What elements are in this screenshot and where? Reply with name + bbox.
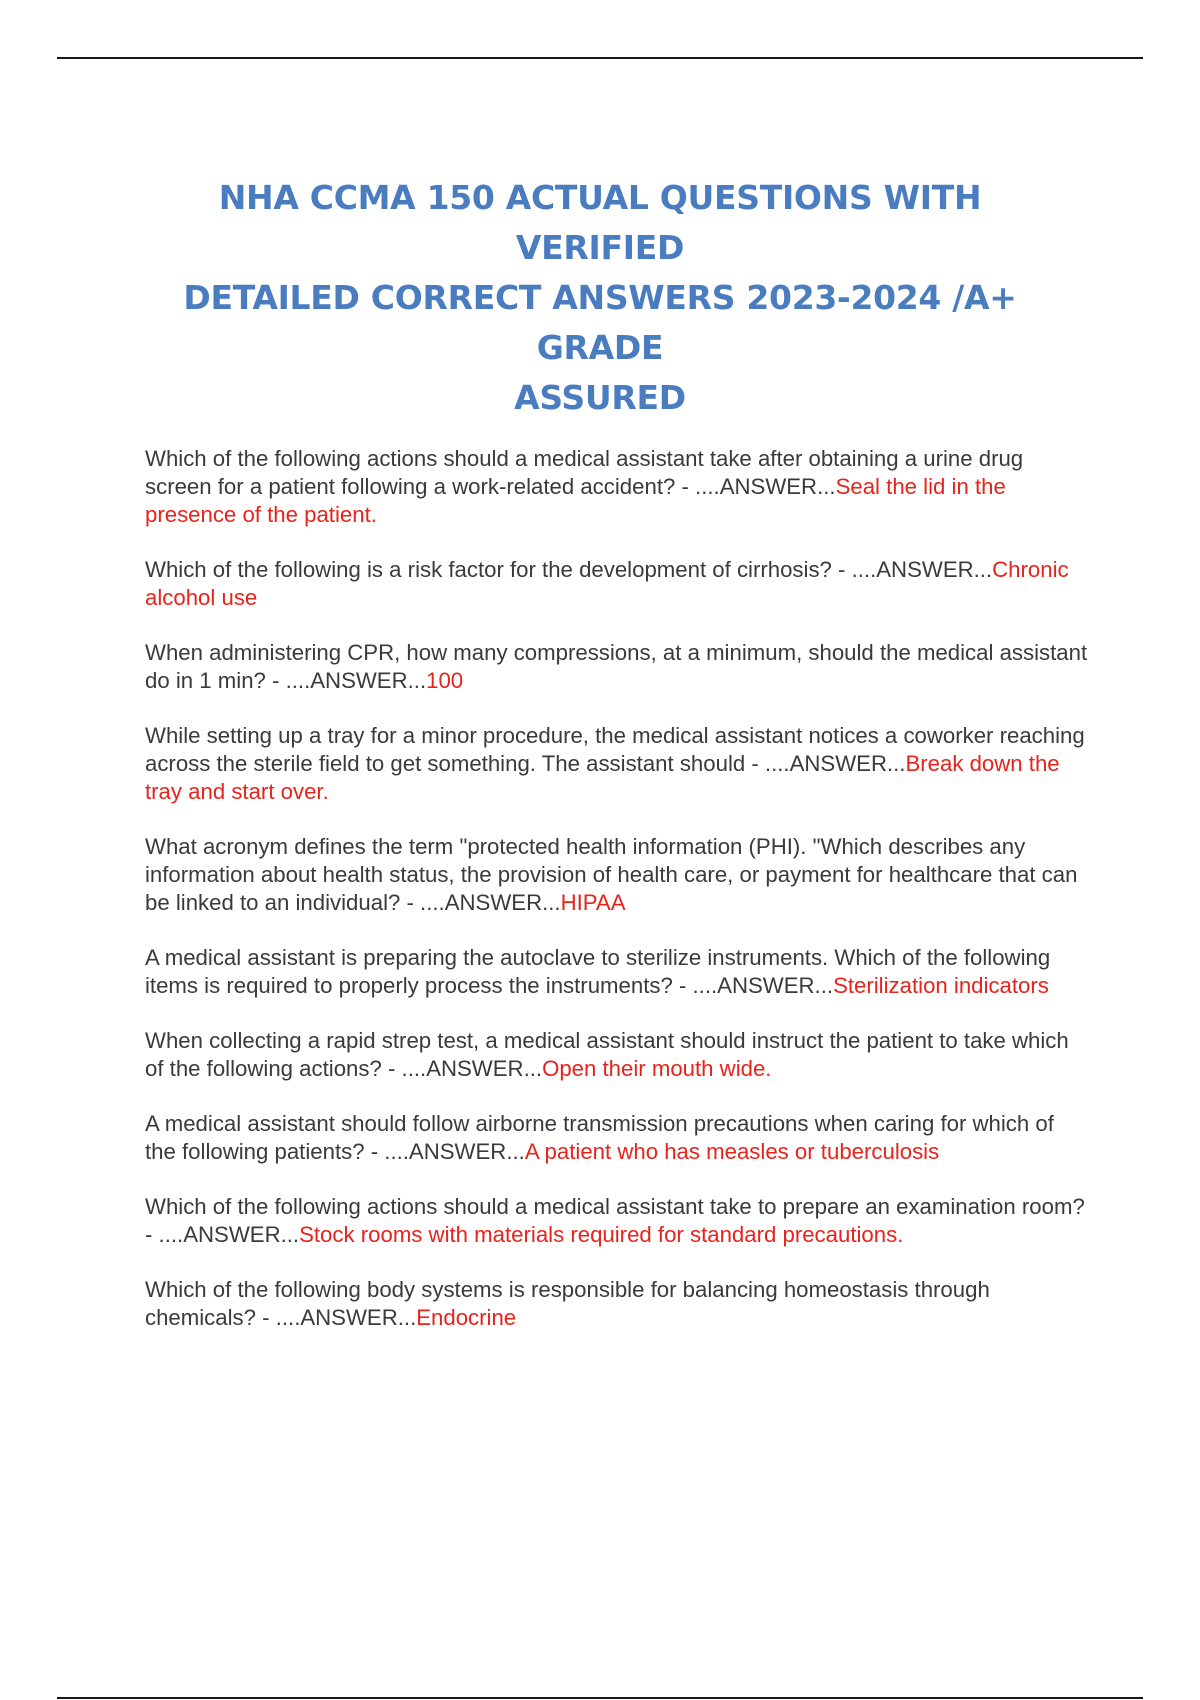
qa-item-6 <box>145 944 1090 1000</box>
answer-text: Break down the tray and start over. <box>145 751 1060 804</box>
answer-text: Sterilization indicators <box>833 973 1049 998</box>
question-text: When administering CPR, how many compressions, at a minimum, should the medical assistant do in 1 min? - ....ANSWER... <box>145 640 1088 693</box>
qa-item-4 <box>145 722 1090 806</box>
answer-text: 100 <box>426 668 464 693</box>
page-title <box>150 173 1050 423</box>
question-text: Which of the following actions should a medical assistant take to prepare an examination room? - ....ANSWER... <box>145 1194 1085 1247</box>
qa-item-2 <box>145 556 1090 612</box>
answer-text: HIPAA <box>560 890 626 915</box>
question-text: A medical assistant is preparing the autoclave to sterilize instruments. Which of the following items is required to properly process the instruments? - ....ANSWER... <box>145 945 1051 998</box>
answer-text: Seal the lid in the presence of the patient. <box>145 474 1006 527</box>
qa-item-7 <box>145 1027 1090 1083</box>
question-text: Which of the following actions should a medical assistant take after obtaining a urine drug screen for a patient following a work-related accident? - ....ANSWER... <box>145 446 1024 499</box>
question-text: A medical assistant should follow airborne transmission precautions when caring for which of the following patients? - ....ANSWER... <box>145 1111 1054 1164</box>
top-rule <box>57 57 1143 59</box>
answer-text: Endocrine <box>416 1305 517 1330</box>
title-line-2: DETAILED CORRECT ANSWERS 2023-2024 /A+ GRADE <box>183 278 1017 367</box>
qa-list <box>145 445 1090 1359</box>
answer-text: Stock rooms with materials required for standard precautions. <box>299 1222 904 1247</box>
qa-item-3 <box>145 639 1090 695</box>
qa-item-10 <box>145 1276 1090 1332</box>
qa-item-1 <box>145 445 1090 529</box>
question-text: Which of the following is a risk factor for the development of cirrhosis? - ....ANSWER... <box>145 557 993 582</box>
qa-item-9 <box>145 1193 1090 1249</box>
title-line-3: ASSURED <box>514 378 686 417</box>
qa-item-8 <box>145 1110 1090 1166</box>
question-text: What acronym defines the term "protected health information (PHI). "Which describes any information about health status, the provision of health care, or payment for healthcare that can be linked to an individual? - ....ANSWER... <box>145 834 1078 915</box>
question-text: While setting up a tray for a minor procedure, the medical assistant notices a coworker reaching across the sterile field to get something. The assistant should - ....ANSWER... <box>145 723 1085 776</box>
qa-item-5 <box>145 833 1090 917</box>
question-text: Which of the following body systems is responsible for balancing homeostasis through chemicals? - ....ANSWER... <box>145 1277 990 1330</box>
answer-text: Chronic alcohol use <box>145 557 1069 610</box>
answer-text: A patient who has measles or tuberculosis <box>524 1139 940 1164</box>
answer-text: Open their mouth wide. <box>542 1056 772 1081</box>
title-line-1: NHA CCMA 150 ACTUAL QUESTIONS WITH VERIFIED <box>218 178 982 267</box>
question-text: When collecting a rapid strep test, a medical assistant should instruct the patient to take which of the following actions? - ....ANSWER... <box>145 1028 1069 1081</box>
bottom-rule <box>57 1697 1143 1699</box>
